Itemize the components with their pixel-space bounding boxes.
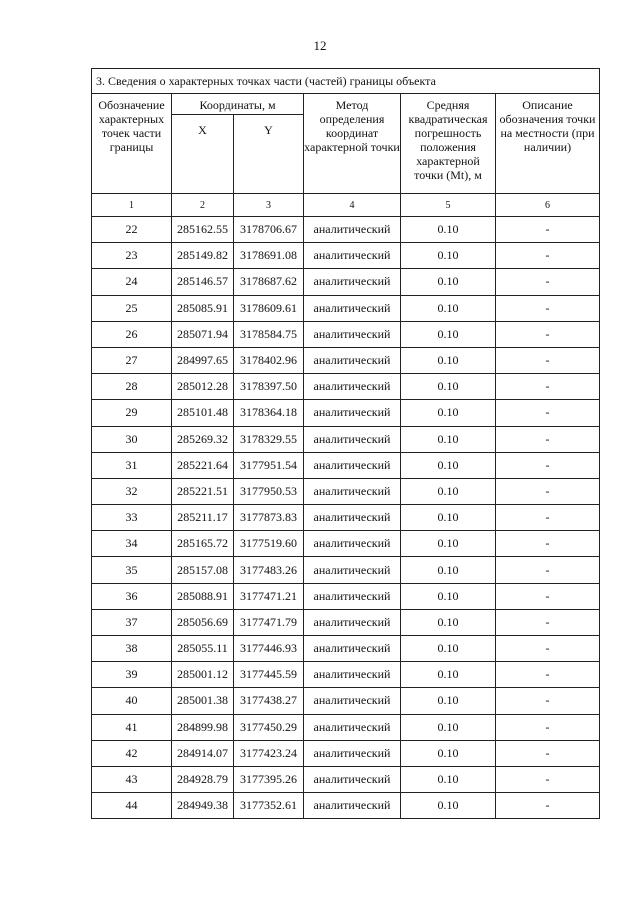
mean-error-cell: 0.10 (401, 688, 496, 714)
y-coordinate: 3177471.79 (234, 609, 304, 635)
table-row (92, 636, 600, 662)
mean-error-cell: 0.10 (401, 452, 496, 478)
mean-error-cell: 0.10 (401, 740, 496, 766)
x-coordinate: 284899.98 (172, 714, 234, 740)
x-coordinate: 285221.64 (172, 452, 234, 478)
method-cell: аналитический (304, 766, 401, 792)
point-number: 41 (92, 714, 172, 740)
x-coordinate: 285165.72 (172, 531, 234, 557)
table-row (92, 662, 600, 688)
description-cell: - (496, 295, 600, 321)
description-cell: - (496, 531, 600, 557)
point-number: 26 (92, 321, 172, 347)
y-coordinate: 3177471.21 (234, 583, 304, 609)
mean-error-cell: 0.10 (401, 793, 496, 819)
method-cell: аналитический (304, 740, 401, 766)
y-coordinate: 3177395.26 (234, 766, 304, 792)
x-coordinate: 285221.51 (172, 478, 234, 504)
description-cell: - (496, 583, 600, 609)
y-coordinate: 3178691.08 (234, 243, 304, 269)
header-method: Метод определения координат характерной точки (304, 94, 401, 194)
mean-error-cell: 0.10 (401, 374, 496, 400)
table-row (92, 347, 600, 373)
y-coordinate: 3177423.24 (234, 740, 304, 766)
point-number: 30 (92, 426, 172, 452)
point-number: 38 (92, 636, 172, 662)
table-row (92, 400, 600, 426)
point-number: 32 (92, 478, 172, 504)
point-number: 24 (92, 269, 172, 295)
description-cell: - (496, 426, 600, 452)
description-cell: - (496, 609, 600, 635)
method-cell: аналитический (304, 400, 401, 426)
mean-error-cell: 0.10 (401, 505, 496, 531)
table-row (92, 609, 600, 635)
point-number: 42 (92, 740, 172, 766)
y-coordinate: 3178329.55 (234, 426, 304, 452)
point-number: 28 (92, 374, 172, 400)
mean-error-cell: 0.10 (401, 636, 496, 662)
x-coordinate: 284928.79 (172, 766, 234, 792)
description-cell: - (496, 714, 600, 740)
table-row (92, 740, 600, 766)
table-row (92, 766, 600, 792)
table-body (92, 217, 600, 819)
x-coordinate: 285269.32 (172, 426, 234, 452)
mean-error-cell: 0.10 (401, 714, 496, 740)
y-coordinate: 3178397.50 (234, 374, 304, 400)
y-coordinate: 3178706.67 (234, 217, 304, 243)
table-row (92, 452, 600, 478)
table-row (92, 557, 600, 583)
x-coordinate: 285071.94 (172, 321, 234, 347)
table-row (92, 321, 600, 347)
description-cell: - (496, 321, 600, 347)
y-coordinate: 3177873.83 (234, 505, 304, 531)
method-cell: аналитический (304, 531, 401, 557)
method-cell: аналитический (304, 452, 401, 478)
y-coordinate: 3177438.27 (234, 688, 304, 714)
table-title: 3. Сведения о характерных точках части (частей) границы объекта (92, 69, 600, 94)
method-cell: аналитический (304, 557, 401, 583)
table-row (92, 583, 600, 609)
column-number: 2 (172, 194, 234, 217)
x-coordinate: 285055.11 (172, 636, 234, 662)
table-row (92, 793, 600, 819)
x-coordinate: 285056.69 (172, 609, 234, 635)
table-row (92, 269, 600, 295)
table-row (92, 426, 600, 452)
column-number: 6 (496, 194, 600, 217)
point-number: 33 (92, 505, 172, 531)
method-cell: аналитический (304, 662, 401, 688)
boundary-points-table (91, 68, 600, 819)
method-cell: аналитический (304, 609, 401, 635)
method-cell: аналитический (304, 688, 401, 714)
point-number: 44 (92, 793, 172, 819)
description-cell: - (496, 793, 600, 819)
method-cell: аналитический (304, 793, 401, 819)
mean-error-cell: 0.10 (401, 243, 496, 269)
point-number: 27 (92, 347, 172, 373)
mean-error-cell: 0.10 (401, 217, 496, 243)
x-coordinate: 285101.48 (172, 400, 234, 426)
method-cell: аналитический (304, 636, 401, 662)
y-coordinate: 3177951.54 (234, 452, 304, 478)
description-cell: - (496, 400, 600, 426)
mean-error-cell: 0.10 (401, 478, 496, 504)
method-cell: аналитический (304, 374, 401, 400)
header-y: Y (234, 115, 304, 194)
y-coordinate: 3177450.29 (234, 714, 304, 740)
description-cell: - (496, 478, 600, 504)
point-number: 31 (92, 452, 172, 478)
method-cell: аналитический (304, 426, 401, 452)
table-row (92, 478, 600, 504)
point-number: 43 (92, 766, 172, 792)
method-cell: аналитический (304, 217, 401, 243)
column-number: 4 (304, 194, 401, 217)
x-coordinate: 285085.91 (172, 295, 234, 321)
point-number: 29 (92, 400, 172, 426)
method-cell: аналитический (304, 583, 401, 609)
description-cell: - (496, 505, 600, 531)
x-coordinate: 285001.12 (172, 662, 234, 688)
y-coordinate: 3178687.62 (234, 269, 304, 295)
mean-error-cell: 0.10 (401, 321, 496, 347)
header-description: Описание обозначения точки на местности (при наличии) (496, 94, 600, 194)
x-coordinate: 284914.07 (172, 740, 234, 766)
mean-error-cell: 0.10 (401, 347, 496, 373)
mean-error-cell: 0.10 (401, 583, 496, 609)
method-cell: аналитический (304, 347, 401, 373)
mean-error-cell: 0.10 (401, 269, 496, 295)
x-coordinate: 285157.08 (172, 557, 234, 583)
description-cell: - (496, 269, 600, 295)
description-cell: - (496, 688, 600, 714)
y-coordinate: 3177446.93 (234, 636, 304, 662)
page-number: 12 (313, 38, 327, 53)
x-coordinate: 285162.55 (172, 217, 234, 243)
point-number: 39 (92, 662, 172, 688)
y-coordinate: 3177445.59 (234, 662, 304, 688)
point-number: 25 (92, 295, 172, 321)
mean-error-cell: 0.10 (401, 662, 496, 688)
description-cell: - (496, 243, 600, 269)
x-coordinate: 285146.57 (172, 269, 234, 295)
method-cell: аналитический (304, 321, 401, 347)
x-coordinate: 285001.38 (172, 688, 234, 714)
x-coordinate: 285088.91 (172, 583, 234, 609)
table-row (92, 531, 600, 557)
method-cell: аналитический (304, 714, 401, 740)
description-cell: - (496, 636, 600, 662)
mean-error-cell: 0.10 (401, 766, 496, 792)
mean-error-cell: 0.10 (401, 295, 496, 321)
y-coordinate: 3177950.53 (234, 478, 304, 504)
method-cell: аналитический (304, 269, 401, 295)
x-coordinate: 285012.28 (172, 374, 234, 400)
table-row (92, 374, 600, 400)
y-coordinate: 3177352.61 (234, 793, 304, 819)
mean-error-cell: 0.10 (401, 426, 496, 452)
description-cell: - (496, 217, 600, 243)
description-cell: - (496, 374, 600, 400)
point-number: 35 (92, 557, 172, 583)
table-row (92, 217, 600, 243)
y-coordinate: 3178364.18 (234, 400, 304, 426)
y-coordinate: 3178402.96 (234, 347, 304, 373)
description-cell: - (496, 662, 600, 688)
mean-error-cell: 0.10 (401, 531, 496, 557)
point-number: 40 (92, 688, 172, 714)
table-row (92, 688, 600, 714)
table-row (92, 295, 600, 321)
table-row (92, 505, 600, 531)
method-cell: аналитический (304, 478, 401, 504)
point-number: 36 (92, 583, 172, 609)
header-x: X (172, 115, 234, 194)
y-coordinate: 3177483.26 (234, 557, 304, 583)
column-number: 1 (92, 194, 172, 217)
point-number: 23 (92, 243, 172, 269)
header-coordinates: Координаты, м (172, 94, 304, 115)
y-coordinate: 3177519.60 (234, 531, 304, 557)
method-cell: аналитический (304, 295, 401, 321)
mean-error-cell: 0.10 (401, 400, 496, 426)
description-cell: - (496, 452, 600, 478)
point-number: 22 (92, 217, 172, 243)
table-row (92, 243, 600, 269)
table-row (92, 714, 600, 740)
column-number: 3 (234, 194, 304, 217)
description-cell: - (496, 557, 600, 583)
y-coordinate: 3178609.61 (234, 295, 304, 321)
description-cell: - (496, 766, 600, 792)
header-mean-error: Средняя квадратическая погрешность положения характерной точки (Mt), м (401, 94, 496, 194)
mean-error-cell: 0.10 (401, 609, 496, 635)
method-cell: аналитический (304, 505, 401, 531)
point-number: 34 (92, 531, 172, 557)
y-coordinate: 3178584.75 (234, 321, 304, 347)
x-coordinate: 285149.82 (172, 243, 234, 269)
x-coordinate: 284997.65 (172, 347, 234, 373)
x-coordinate: 284949.38 (172, 793, 234, 819)
header-point-designation: Обозначение характерных точек части границы (92, 94, 172, 194)
description-cell: - (496, 740, 600, 766)
method-cell: аналитический (304, 243, 401, 269)
mean-error-cell: 0.10 (401, 557, 496, 583)
description-cell: - (496, 347, 600, 373)
column-number: 5 (401, 194, 496, 217)
point-number: 37 (92, 609, 172, 635)
x-coordinate: 285211.17 (172, 505, 234, 531)
